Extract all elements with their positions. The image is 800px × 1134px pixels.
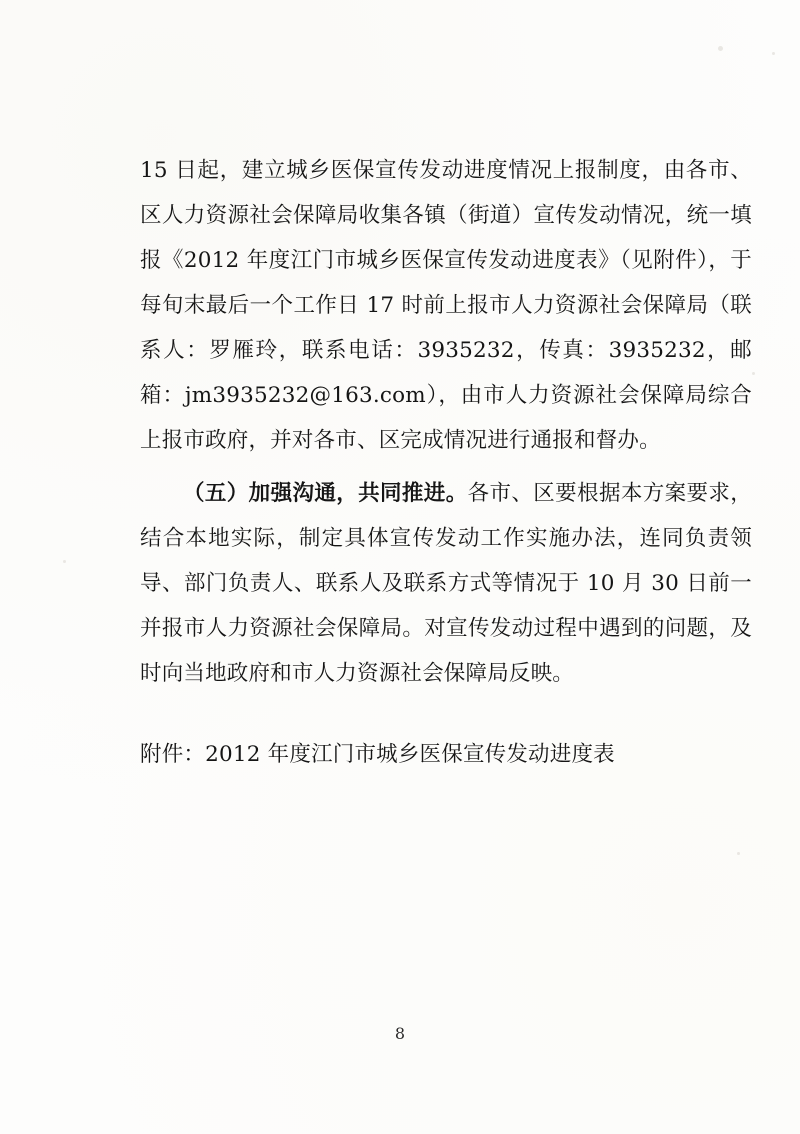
paragraph-strengthen-communication — [140, 471, 752, 696]
paragraph-heading-strengthen-communication: （五）加强沟通，共同推进。 — [183, 481, 468, 506]
attachment-label: 附件： — [140, 742, 206, 767]
paper-speck — [63, 560, 66, 563]
paper-speck — [737, 852, 740, 855]
paragraph-schedule-report: 15 日起，建立城乡医保宣传发动进度情况上报制度，由各市、区人力资源社会保障局收集各镇（街道）宣传发动情况，统一填报《2012 年度江门市城乡医保宣传发动进度表》（见附件），于每旬末最后一个工作日 17 时前上报市人力资源社会保障局（联系人：罗雁玲，联系电话：3935232，传真：3935232，邮箱：jm3935232@163.com），由市人力资源社会保障局综合上报市政府，并对各市、区完成情况进行通报和督办。 — [140, 158, 752, 453]
paper-speck — [772, 52, 775, 55]
paragraph-spacer — [140, 463, 752, 471]
page-number: 8 — [394, 1024, 406, 1043]
attachment-line — [140, 732, 752, 777]
paper-speck — [752, 372, 755, 375]
document-body — [140, 148, 752, 777]
paper-speck — [718, 46, 723, 51]
paragraph-text-strengthen-communication: 各市、区要根据本方案要求，结合本地实际，制定具体宣传发动工作实施办法，连同负责领导、部门负责人、联系人及联系方式等情况于 10 月 30 日前一并报市人力资源社会保障局。对宣传发动过程中遇到的问题，及时向当地政府和市人力资源社会保障局反映。 — [140, 481, 752, 686]
attachment-title: 2012 年度江门市城乡医保宣传发动进度表 — [205, 742, 615, 767]
